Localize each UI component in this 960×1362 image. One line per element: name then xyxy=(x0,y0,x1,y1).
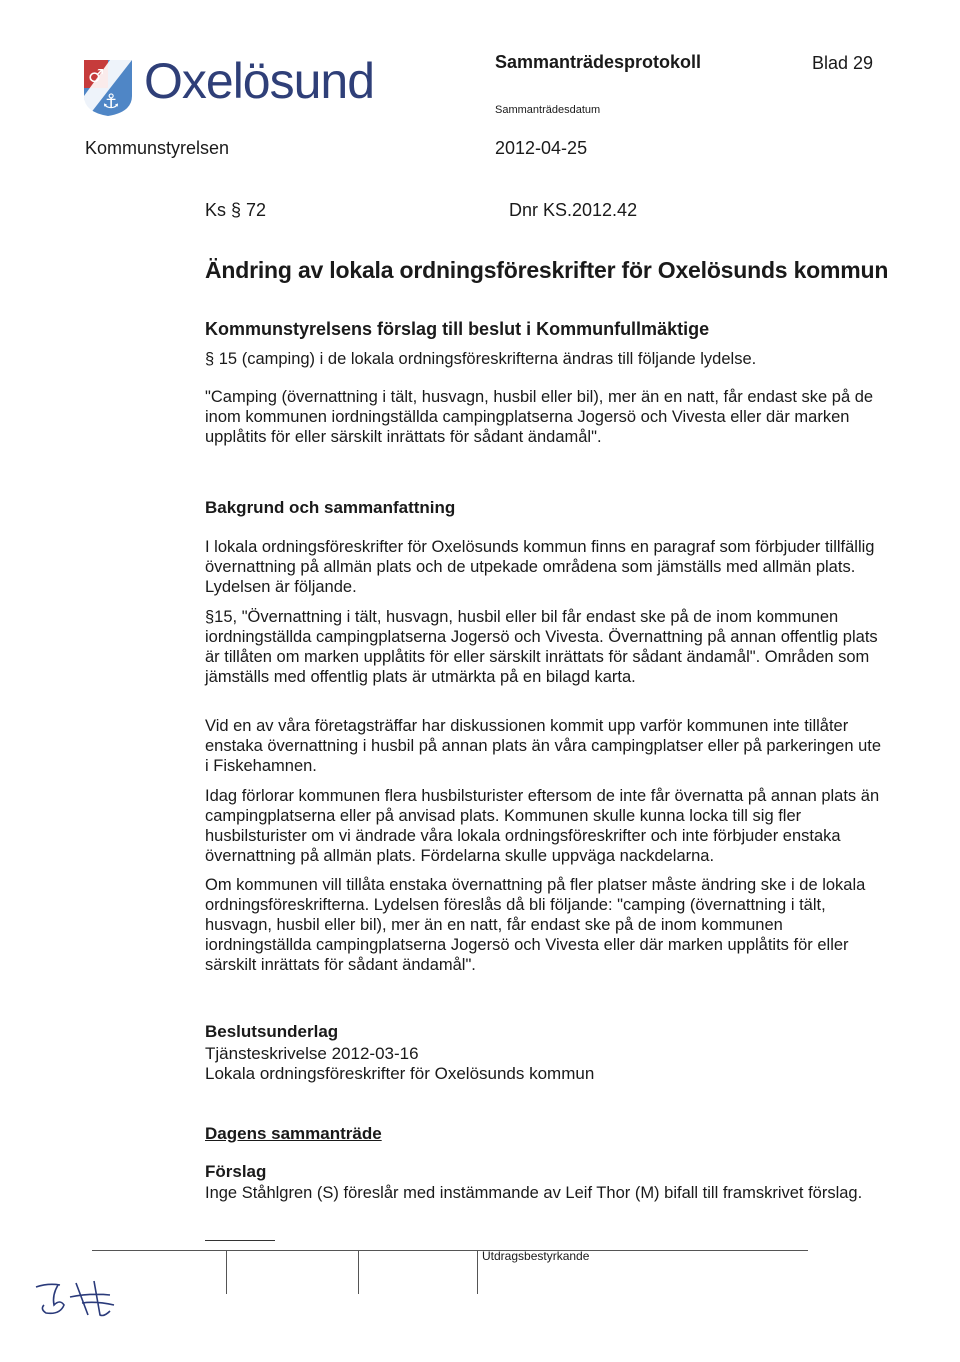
handwritten-initials-icon xyxy=(30,1275,135,1320)
municipality-logo-icon xyxy=(80,56,136,118)
meeting-date: 2012-04-25 xyxy=(495,138,588,158)
svg-text:⚓: ⚓ xyxy=(102,89,120,113)
sheet-number: Blad 29 xyxy=(812,53,874,73)
signature-box-divider xyxy=(226,1250,227,1294)
background-paragraph: §15, "Övernattning i tält, husvagn, husbil eller bil får endast ske på de inom kommunen iordningställda campingplatserna Jogersö och Vivesta. Övernattning på annan offentlig plats är tillåten om marken upplåtits för eller särskilt inrättats för sådant ändamål". Områden som jämställs med offentlig plats är utmärkta på en bilagd karta. xyxy=(205,608,878,686)
page-title: Ändring av lokala ordningsföreskrifter för Oxelösunds kommun xyxy=(205,257,889,283)
section-number: Ks § 72 xyxy=(205,200,267,220)
background-paragraph: Vid en av våra företagsträffar har diskussionen kommit upp varför kommunen inte tillåter enstaka övernattning i husbil på annan plats än våra campingplatser eller på parkeringen ute i Fiskehamnen. xyxy=(205,717,882,775)
proposal-heading: Kommunstyrelsens förslag till beslut i Kommunfullmäktige xyxy=(205,319,710,339)
proposal-change-text: § 15 (camping) i de lokala ordningsföreskrifterna ändras till följande lydelse. xyxy=(205,350,757,368)
document-type: Sammanträdesprotokoll xyxy=(495,52,702,72)
motion-heading: Förslag xyxy=(205,1162,267,1181)
svg-text:♂: ♂ xyxy=(88,66,105,87)
decision-basis-item: Lokala ordningsföreskrifter för Oxelösunds kommun xyxy=(205,1064,595,1083)
motion-text: Inge Ståhlgren (S) föreslår med instämmande av Leif Thor (M) bifall till framskrivet förslag. xyxy=(205,1184,863,1202)
divider xyxy=(205,1240,275,1241)
decision-basis-heading: Beslutsunderlag xyxy=(205,1022,339,1041)
background-paragraph: Idag förlorar kommunen flera husbilsturister eftersom de inte får övernatta på annan plats än campingplatserna eller på anvisad plats. Kommunen skulle kunna locka till sig fler husbilsturister om vi ändrade våra lokala ordningsföreskrifter och inte förbjuder enstaka övernattning på allmän plats. Fördelarna skulle uppväga nackdelarna. xyxy=(205,787,880,865)
footer-divider xyxy=(92,1250,808,1251)
registration-number: Dnr KS.2012.42 xyxy=(509,200,638,220)
todays-meeting-heading: Dagens sammanträde xyxy=(205,1124,382,1143)
signature-box-divider xyxy=(358,1250,359,1294)
background-paragraph: I lokala ordningsföreskrifter för Oxelösunds kommun finns en paragraf som förbjuder tillfällig övernattning på allmän plats och de utpekade områdena som jämställs med allmän plats. Lydelsen är följande. xyxy=(205,538,875,596)
logo-wordmark: Oxelösund xyxy=(144,53,375,109)
background-heading: Bakgrund och sammanfattning xyxy=(205,498,456,517)
proposal-quote-text: "Camping (övernattning i tält, husvagn, husbil eller bil), mer än en natt, får endast ske på de inom kommunen iordningställda campingplatserna Jogersö och Vivesta eller där marken upplåtits för eller särskilt inrättats för sådant ändamål". xyxy=(205,388,874,446)
signature-box-divider xyxy=(477,1250,478,1294)
body-name: Kommunstyrelsen xyxy=(85,138,230,158)
meeting-date-label: Sammanträdesdatum xyxy=(495,104,601,116)
background-paragraph: Om kommunen vill tillåta enstaka övernattning på fler platser måste ändring ske i de lokala ordningsföreskrifterna. Lydelsen föreslås då bli följande: "camping (övernattning i tält, husvagn, husbil eller bil), mer än en natt, får endast ske på de inom kommunen iordningställda campingplatserna Jogersö och Vivesta eller där marken upplåtits för eller särskilt inrättats för sådant ändamål". xyxy=(205,876,866,974)
decision-basis-item: Tjänsteskrivelse 2012-03-16 xyxy=(205,1044,419,1063)
certification-label: Utdragsbestyrkande xyxy=(482,1249,590,1263)
